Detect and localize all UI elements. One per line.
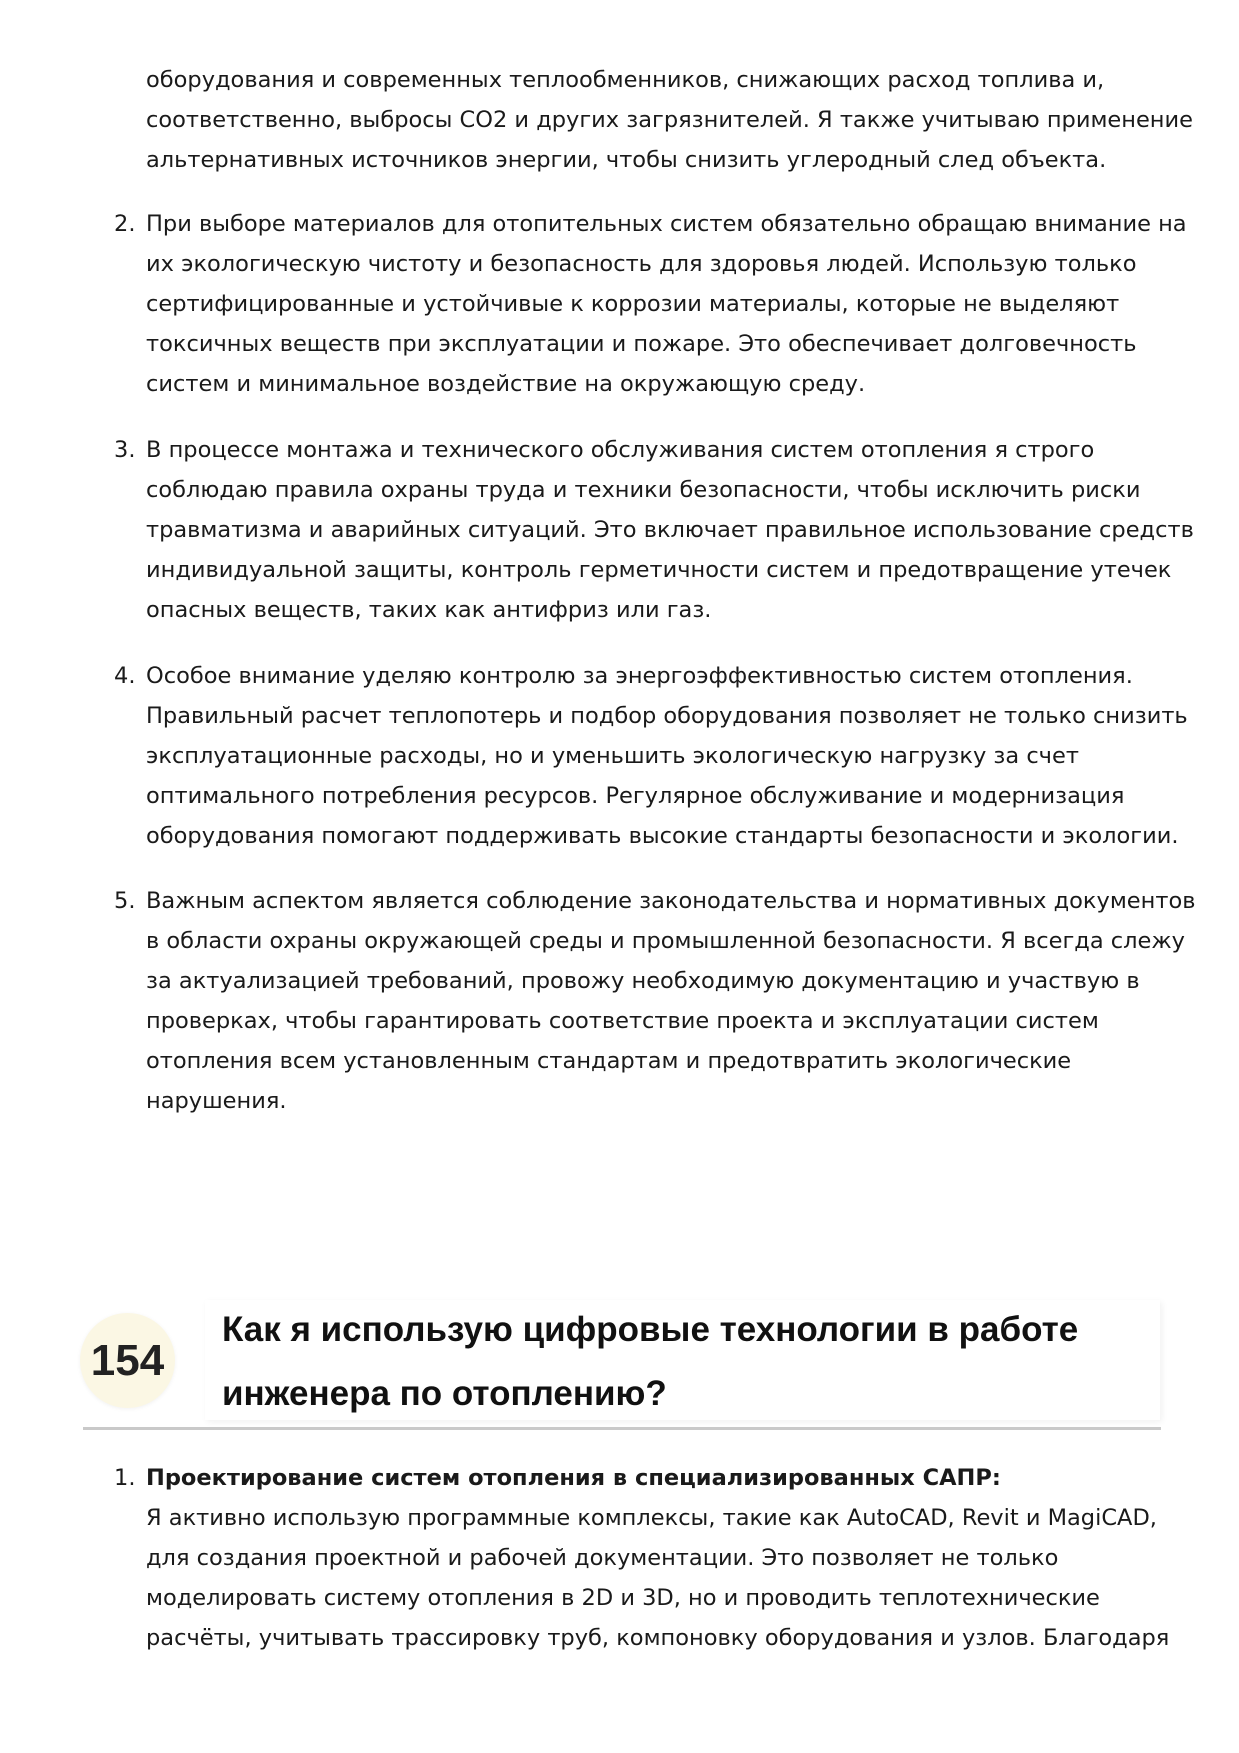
text-line: в области охраны окружающей среды и промышленной безопасности. Я всегда слежу <box>146 928 1185 954</box>
text-line: оптимального потребления ресурсов. Регулярное обслуживание и модернизация <box>146 783 1125 809</box>
answer-item-heading: Проектирование систем отопления в специализированных САПР: <box>146 1465 1001 1491</box>
text-line: расчёты, учитывать трассировку труб, компоновку оборудования и узлов. Благодаря <box>146 1625 1170 1651</box>
answer-item-1 <box>146 1458 1170 1658</box>
list-item-number: 5. <box>114 888 136 914</box>
list-item-3 <box>146 430 1194 630</box>
list-item-1-continuation <box>146 60 1193 180</box>
text-line: Я активно использую программные комплексы, такие как AutoCAD, Revit и MagiCAD, <box>146 1505 1157 1531</box>
text-line: сертифицированные и устойчивые к коррозии материалы, которые не выделяют <box>146 291 1120 317</box>
text-line: соответственно, выбросы CO2 и других загрязнителей. Я также учитываю применение <box>146 107 1193 133</box>
text-line: токсичных веществ при эксплуатации и пожаре. Это обеспечивает долговечность <box>146 331 1137 357</box>
text-line: При выборе материалов для отопительных систем обязательно обращаю внимание на <box>146 211 1187 237</box>
list-item-number: 3. <box>114 437 136 463</box>
text-line: оборудования помогают поддерживать высокие стандарты безопасности и экологии. <box>146 823 1179 849</box>
text-line: проверках, чтобы гарантировать соответствие проекта и эксплуатации систем <box>146 1008 1099 1034</box>
list-item-4 <box>146 656 1188 856</box>
text-line: Правильный расчет теплопотерь и подбор оборудования позволяет не только снизить <box>146 703 1188 729</box>
text-line: систем и минимальное воздействие на окружающую среду. <box>146 371 866 397</box>
question-title-line: Как я использую цифровые технологии в работе <box>222 1310 1079 1349</box>
text-line: Особое внимание уделяю контролю за энергоэффективностью систем отопления. <box>146 663 1133 689</box>
text-line: за актуализацией требований, провожу необходимую документацию и участвую в <box>146 968 1140 994</box>
text-line: опасных веществ, таких как антифриз или газ. <box>146 597 712 623</box>
text-line: нарушения. <box>146 1088 287 1114</box>
text-line: В процессе монтажа и технического обслуживания систем отопления я строго <box>146 437 1095 463</box>
list-item-number: 4. <box>114 663 136 689</box>
text-line: соблюдаю правила охраны труда и техники безопасности, чтобы исключить риски <box>146 477 1141 503</box>
list-item-number: 2. <box>114 211 136 237</box>
list-item-2 <box>146 204 1187 404</box>
text-line: отопления всем установленным стандартам и предотвратить экологические <box>146 1048 1072 1074</box>
list-item-number: 1. <box>114 1465 136 1491</box>
question-title-line: инженера по отоплению? <box>222 1374 667 1413</box>
question-number-badge: 154 <box>80 1313 175 1408</box>
text-line: оборудования и современных теплообменников, снижающих расход топлива и, <box>146 67 1105 93</box>
text-line: их экологическую чистоту и безопасность для здоровья людей. Использую только <box>146 251 1137 277</box>
list-item-5 <box>146 881 1196 1121</box>
question-title <box>222 1298 1162 1426</box>
text-line: для создания проектной и рабочей документации. Это позволяет не только <box>146 1545 1059 1571</box>
text-line: альтернативных источников энергии, чтобы снизить углеродный след объекта. <box>146 147 1107 173</box>
text-line: моделировать систему отопления в 2D и 3D, но и проводить теплотехнические <box>146 1585 1100 1611</box>
text-line: Важным аспектом является соблюдение законодательства и нормативных документов <box>146 888 1196 914</box>
text-line: эксплуатационные расходы, но и уменьшить экологическую нагрузку за счет <box>146 743 1079 769</box>
section-divider <box>83 1427 1161 1430</box>
text-line: индивидуальной защиты, контроль герметичности систем и предотвращение утечек <box>146 557 1172 583</box>
text-line: травматизма и аварийных ситуаций. Это включает правильное использование средств <box>146 517 1194 543</box>
